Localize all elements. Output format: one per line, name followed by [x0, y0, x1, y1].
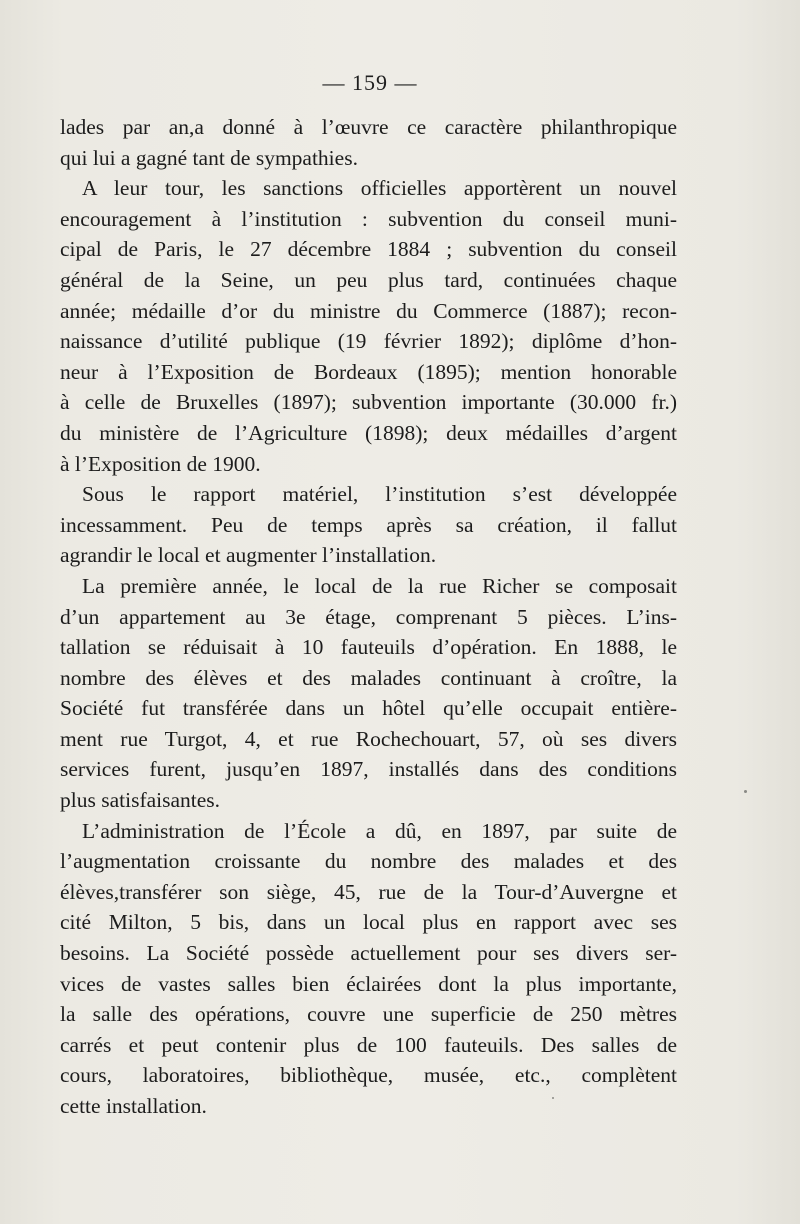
text-line: l’augmentation croissante du nombre des malades et des — [60, 849, 677, 874]
text-line: à l’Exposition de 1900. — [60, 451, 261, 476]
text-line: d’un appartement au 3e étage, comprenant 5 pièces. L’ins- — [60, 604, 677, 629]
paragraph-p1 — [60, 112, 677, 173]
text-line: Sous le rapport matériel, l’institution s’est développée — [82, 482, 677, 507]
text-line: du ministère de l’Agriculture (1898); deux médailles d’argent — [60, 420, 677, 445]
text-line: naissance d’utilité publique (19 février 1892); diplôme d’hon- — [60, 329, 677, 354]
paragraph-p4 — [60, 571, 677, 816]
page-number: — 159 — — [322, 70, 418, 95]
text-line: cipal de Paris, le 27 décembre 1884 ; subvention du conseil — [60, 237, 677, 262]
text-line: carrés et peut contenir plus de 100 fauteuils. Des salles de — [60, 1032, 677, 1057]
text-line: plus satisfaisantes. — [60, 788, 221, 813]
text-line: incessamment. Peu de temps après sa création, il fallut — [60, 512, 677, 537]
text-line: encouragement à l’institution : subvention du conseil muni- — [60, 206, 677, 231]
paragraph-p2 — [60, 173, 677, 479]
text-line: cours, laboratoires, bibliothèque, musée, etc., complètent — [60, 1063, 677, 1088]
text-line: L’administration de l’École a dû, en 1897, par suite de — [82, 818, 677, 843]
text-line: ment rue Turgot, 4, et rue Rochechouart, 57, où ses divers — [60, 726, 677, 751]
text-line: A leur tour, les sanctions officielles apportèrent un nouvel — [82, 176, 677, 201]
paragraph-p3 — [60, 479, 677, 571]
text-line: agrandir le local et augmenter l’installation. — [60, 543, 437, 568]
text-line: La première année, le local de la rue Richer se composait — [82, 573, 677, 598]
paragraph-p5 — [60, 816, 677, 1122]
text-line: cette installation. — [60, 1094, 207, 1118]
paper-speck — [744, 790, 747, 793]
text-line: élèves,transférer son siège, 45, rue de la Tour-d’Auvergne et — [60, 879, 677, 904]
body-text — [60, 112, 677, 1122]
text-line: général de la Seine, un peu plus tard, continuées chaque — [60, 267, 677, 292]
text-line: à celle de Bruxelles (1897); subvention importante (30.000 fr.) — [60, 390, 677, 415]
text-line: lades par an,a donné à l’œuvre ce caractère philanthropique — [60, 115, 677, 139]
text-line: neur à l’Exposition de Bordeaux (1895); mention honorable — [60, 359, 677, 384]
text-line: besoins. La Société possède actuellement pour ses divers ser- — [60, 941, 677, 966]
text-line: la salle des opérations, couvre une superficie de 250 mètres — [60, 1002, 677, 1027]
text-line: Société fut transférée dans un hôtel qu’elle occupait entière- — [60, 696, 677, 721]
text-line: tallation se réduisait à 10 fauteuils d’opération. En 1888, le — [60, 635, 677, 660]
paper-speck — [552, 1097, 554, 1099]
text-line: nombre des élèves et des malades continuant à croître, la — [60, 665, 677, 690]
text-line: cité Milton, 5 bis, dans un local plus en rapport avec ses — [60, 910, 677, 935]
text-line: qui lui a gagné tant de sympathies. — [60, 145, 358, 170]
text-line: services furent, jusqu’en 1897, installés dans des conditions — [60, 757, 677, 782]
text-line: année; médaille d’or du ministre du Commerce (1887); recon- — [60, 298, 677, 323]
text-line: vices de vastes salles bien éclairées dont la plus importante, — [60, 971, 677, 996]
